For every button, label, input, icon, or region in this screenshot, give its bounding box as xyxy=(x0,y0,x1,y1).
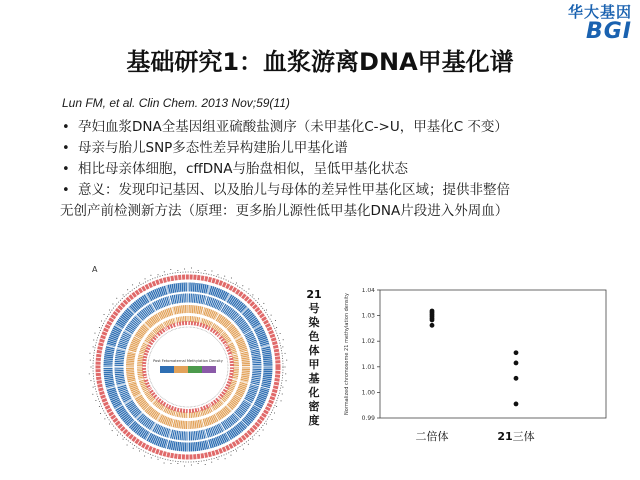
ideogram-tick xyxy=(91,367,92,368)
legend-swatch-green xyxy=(188,366,202,373)
ideogram-tick xyxy=(164,463,165,464)
ideogram-tick xyxy=(150,275,151,276)
ideogram-tick xyxy=(274,413,275,414)
ideogram-tick xyxy=(158,274,159,275)
logo-text-bgi: BGI xyxy=(585,19,632,44)
ideogram-tick xyxy=(282,387,283,388)
side-label-char: 体 xyxy=(308,344,320,357)
ideogram-tick xyxy=(280,333,281,334)
side-label-char: 基 xyxy=(308,372,320,385)
y-axis-label: Normalized chromosome 21 methylation density xyxy=(344,293,350,415)
bullet-item-continued xyxy=(60,201,620,222)
side-label-char: 号 xyxy=(308,302,320,315)
ideogram-tick xyxy=(285,353,286,354)
ideogram-tick xyxy=(198,270,199,271)
ideogram-tick xyxy=(263,303,264,304)
y-tick-label: 1.02 xyxy=(361,338,375,346)
ideogram-tick xyxy=(177,463,178,464)
data-point xyxy=(514,376,519,381)
ideogram-tick xyxy=(258,298,259,299)
side-label-char: 染 xyxy=(308,316,320,329)
bullet-list xyxy=(60,117,620,222)
slide-title: 基础研究1：血浆游离DNA甲基化谱 xyxy=(126,48,514,76)
ideogram-tick xyxy=(276,327,277,328)
citation: Lun FM, et al. Clin Chem. 2013 Nov;59(11) xyxy=(62,96,290,110)
x-category-rest: 三体 xyxy=(512,430,535,443)
ideogram-tick xyxy=(230,455,231,456)
y-ticks xyxy=(362,288,380,422)
ideogram-tick xyxy=(123,294,124,295)
ideogram-tick xyxy=(282,346,283,347)
data-point xyxy=(514,361,519,366)
ideogram-tick xyxy=(231,278,232,279)
bullet-dot-icon: • xyxy=(62,120,70,135)
legend-swatch-purple xyxy=(202,366,216,373)
ideogram-tick xyxy=(104,418,105,419)
y-tick-label: 1.04 xyxy=(361,288,375,294)
ideogram-tick xyxy=(95,400,96,401)
ideogram-tick xyxy=(184,269,185,270)
ideogram-tick xyxy=(123,439,124,440)
ideogram-tick xyxy=(217,459,218,460)
ideogram-tick xyxy=(92,394,93,395)
ideogram-tick xyxy=(99,406,100,407)
ideogram-tick xyxy=(112,430,113,431)
ideogram-tick xyxy=(170,463,171,464)
ideogram-tick xyxy=(236,282,237,283)
y-tick-label: 1.01 xyxy=(361,363,375,371)
ideogram-tick xyxy=(236,451,237,452)
x-category-prefix: 21 xyxy=(497,430,513,443)
x-category-rest: 二倍体 xyxy=(415,430,449,443)
ideogram-tick xyxy=(109,424,110,425)
bgi-logo xyxy=(548,4,632,46)
bullet-item xyxy=(60,117,620,138)
ideogram-tick xyxy=(109,309,110,310)
data-point xyxy=(514,402,519,407)
ideogram-tick xyxy=(266,424,267,425)
ideogram-tick xyxy=(89,373,90,374)
ideogram-tick xyxy=(90,380,91,381)
ideogram-tick xyxy=(90,360,91,361)
ideogram-tick xyxy=(211,462,212,463)
ideogram-tick xyxy=(198,463,199,464)
ideogram-tick xyxy=(282,394,283,395)
bullet-text: 相比母亲体细胞，cffDNA与胎盘相似，呈低甲基化状态 xyxy=(78,161,408,177)
ideogram-tick xyxy=(112,304,113,305)
bullet-text: 无创产前检测新方法（原理：更多胎儿源性低甲基化DNA片段进入外周血） xyxy=(60,203,509,219)
ideogram-tick xyxy=(177,270,178,271)
ideogram-tick xyxy=(286,380,287,381)
bullet-item xyxy=(60,180,620,201)
side-label-char: 度 xyxy=(308,414,320,427)
ideogram-tick xyxy=(248,288,249,289)
legend-title: Post Fetomaternal Methylation Density xyxy=(153,359,223,363)
ideogram-tick xyxy=(164,271,165,272)
y-tick-label: 1.00 xyxy=(361,389,375,397)
ideogram-tick xyxy=(104,314,105,315)
ideogram-tick xyxy=(285,367,286,368)
y-tick-label: 0.99 xyxy=(361,415,375,422)
ideogram-tick xyxy=(243,449,244,450)
ideogram-tick xyxy=(117,435,118,436)
plot-frame xyxy=(380,290,606,418)
ideogram-tick xyxy=(99,327,100,328)
ideogram-tick xyxy=(100,413,101,414)
legend-swatch-orange xyxy=(174,366,188,373)
ideogram-tick xyxy=(93,339,94,340)
ideogram-tick xyxy=(263,429,264,430)
ideogram-tick xyxy=(252,294,253,295)
ideogram-tick xyxy=(116,298,117,299)
ideogram-tick xyxy=(225,458,226,459)
legend-swatch-blue xyxy=(160,366,174,373)
data-point xyxy=(430,318,435,323)
bullet-text: 母亲与胎儿SNP多态性差异构建胎儿甲基化谱 xyxy=(78,140,348,156)
ideogram-tick xyxy=(151,457,152,458)
side-label-char: 色 xyxy=(308,330,320,343)
bullet-dot-icon: • xyxy=(62,183,70,198)
data-points xyxy=(430,309,519,407)
data-point xyxy=(430,323,435,328)
ideogram-tick xyxy=(283,339,284,340)
ideogram-tick xyxy=(266,309,267,310)
logo-text-cn: 华大基因 xyxy=(567,3,632,21)
ideogram-tick xyxy=(127,445,128,446)
ideogram-tick xyxy=(191,268,192,269)
side-label-char: 甲 xyxy=(308,358,320,371)
ideogram-tick xyxy=(158,459,159,460)
ideogram-tick xyxy=(139,451,140,452)
ideogram-tick xyxy=(271,419,272,420)
ideogram-tick xyxy=(101,320,102,321)
bullet-item xyxy=(60,159,620,180)
ideogram-tick xyxy=(281,400,282,401)
ideogram-tick xyxy=(276,406,277,407)
x-category-label xyxy=(497,429,534,443)
ideogram-tick xyxy=(286,360,287,361)
ideogram-tick xyxy=(271,315,272,316)
ideogram-tick xyxy=(259,435,260,436)
side-label-char: 化 xyxy=(308,386,320,399)
ideogram-tick xyxy=(211,270,212,271)
ideogram-tick xyxy=(145,278,146,279)
bullet-item xyxy=(60,138,620,159)
ideogram-tick xyxy=(252,439,253,440)
ideogram-tick xyxy=(217,274,218,275)
y-tick-label: 1.03 xyxy=(361,312,375,320)
bullet-dot-icon: • xyxy=(62,162,70,177)
bullet-text: 意义：发现印记基因、以及胎儿与母体的差异性甲基化区域；提供非整倍 xyxy=(78,182,510,198)
ideogram-tick xyxy=(184,465,185,466)
ideogram-tick xyxy=(127,289,128,290)
ideogram-tick xyxy=(132,284,133,285)
data-point xyxy=(514,350,519,355)
ideogram-tick xyxy=(242,285,243,286)
ideogram-tick xyxy=(285,373,286,374)
ideogram-tick xyxy=(89,353,90,354)
ideogram-tick xyxy=(139,282,140,283)
ideogram-tick xyxy=(170,269,171,270)
panel-label: A xyxy=(92,265,98,274)
side-label-number: 21 xyxy=(306,288,322,301)
ideogram-tick xyxy=(248,444,249,445)
ideogram-tick xyxy=(275,320,276,321)
ideogram-tick xyxy=(224,276,225,277)
ideogram-tick xyxy=(133,448,134,449)
bullet-dot-icon: • xyxy=(62,141,70,156)
ideogram-tick xyxy=(94,333,95,334)
side-label-char: 密 xyxy=(308,400,320,413)
ideogram-tick xyxy=(191,464,192,465)
circos-methylation-plot xyxy=(88,262,288,472)
side-label-chars xyxy=(308,301,320,427)
ideogram-tick xyxy=(93,346,94,347)
x-category-label xyxy=(416,429,449,443)
bullet-text: 孕妇血浆DNA全基因组亚硫酸盐测序（未甲基化C->U，甲基化C 不变） xyxy=(78,119,508,135)
methylation-scatter-chart xyxy=(300,288,630,458)
ideogram-tick xyxy=(205,464,206,465)
ideogram-tick xyxy=(205,270,206,271)
ideogram-tick xyxy=(93,387,94,388)
ideogram-tick xyxy=(144,455,145,456)
